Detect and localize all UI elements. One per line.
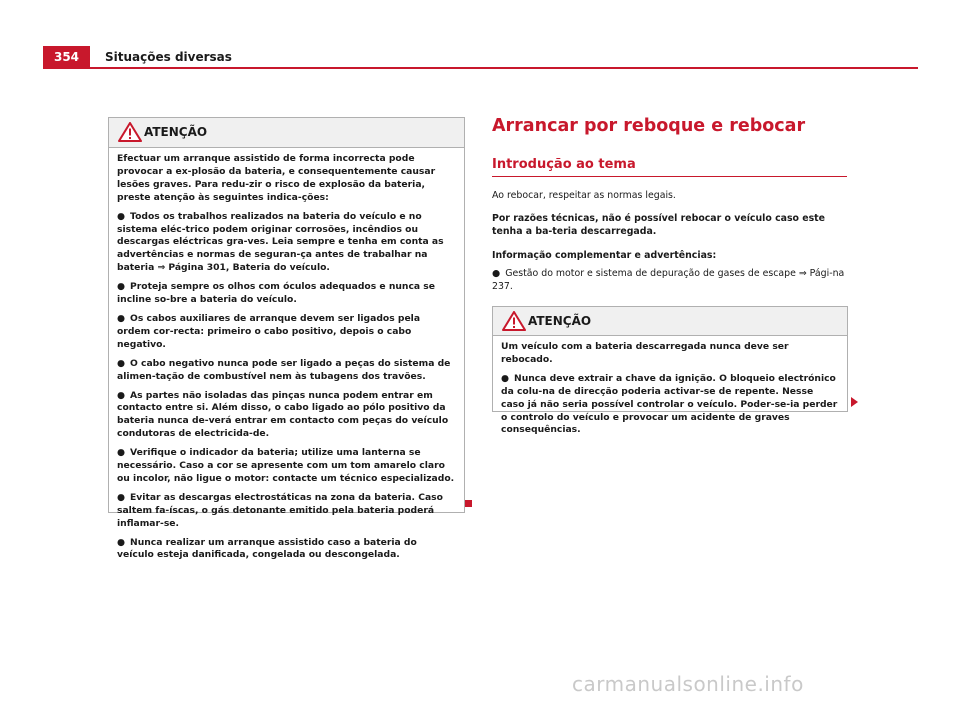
section-title: Arrancar por reboque e rebocar [492, 116, 806, 136]
left-warning-item: ● Evitar as descargas electrostáticas na zona da bateria. Caso saltem fa-íscas, o gás detonante emitido pela bateria poderá inflamar-se. [117, 491, 443, 529]
right-warning-intro: Um veículo com a bateria descarregada nunca deve ser rebocado. [501, 341, 789, 365]
end-square-icon [465, 500, 472, 507]
left-warning-item: ● Proteja sempre os olhos com óculos adequados e nunca se incline so-bre a bateria do veículo. [117, 281, 435, 306]
sub-title-rule [492, 176, 847, 177]
bullet-icon: ● [117, 491, 126, 503]
left-warning-item: ● Todos os trabalhos realizados na bateria do veículo e no sistema eléc-trico podem originar corrosões, incêndios ou descargas eléctricas gra-ves. Leia sempre e tenha em conta as advertências e normas de seguran-ça antes de trabalhar na bateria ⇒ Página 301, Bateria do veículo. [117, 210, 444, 274]
bullet-icon: ● [117, 312, 126, 324]
bullet-icon: ● [117, 281, 126, 293]
page-header-title: Situações diversas [105, 50, 232, 64]
left-warning-item: ● O cabo negativo nunca pode ser ligado a peças do sistema de alimen-tação de combustível nem às tubagens dos travões. [117, 357, 451, 382]
list-item [492, 267, 852, 293]
bullet-icon: ● [501, 372, 510, 384]
right-warning-heading: ATENÇÃO [528, 314, 592, 328]
header-rule [43, 67, 918, 69]
bullet-icon: ● [117, 389, 126, 401]
left-warning-header [109, 118, 464, 148]
bullet-icon: ● [117, 357, 126, 369]
right-warning-header [493, 307, 847, 336]
paragraph: Informação complementar e advertências: [492, 250, 717, 261]
right-warning-box [492, 306, 848, 436]
left-warning-body [109, 148, 464, 568]
paragraph: Por razões técnicas, não é possível rebocar o veículo caso este tenha a ba-teria descarregada. [492, 213, 826, 237]
sub-title: Introdução ao tema [492, 157, 636, 172]
right-warning-item: ● Nunca deve extrair a chave da ignição. O bloqueio electrónico da colu-na de direcção poderia activar-se de repente. Nesse caso já não seria possível controlar o veículo. Poder-se-ia perder o controlo do veículo e provocar um acidente de graves consequências. [501, 372, 838, 436]
left-warning-heading: ATENÇÃO [144, 125, 208, 139]
warning-triangle-icon [118, 122, 142, 145]
bullet-icon: ● [117, 536, 126, 548]
bullet-icon: ● [117, 447, 126, 459]
left-warning-intro: Efectuar um arranque assistido de forma incorrecta pode provocar a ex-plosão da bateria, e consequentemente causar lesões graves. Para redu-zir o risco de explosão da bateria, preste atenção às seguintes indica-ções: [117, 153, 436, 203]
page-number: 354 [43, 46, 90, 68]
bullet-icon: ● [492, 268, 501, 279]
left-warning-box [108, 117, 465, 561]
warning-triangle-icon [502, 311, 526, 334]
left-warning-item: ● Verifique o indicador da bateria; utilize uma lanterna se necessário. Caso a cor se apresente com um tom amarelo claro ou incolor, não ligue o motor: contacte um técnico especializado. [117, 447, 455, 484]
paragraph: Ao rebocar, respeitar as normas legais. [492, 190, 676, 201]
watermark: carmanualsonline.info [572, 672, 804, 696]
right-warning-body [493, 336, 847, 443]
continue-arrow-icon [851, 397, 858, 407]
left-warning-item: ● Nunca realizar um arranque assistido caso a bateria do veículo esteja danificada, congelada ou descongelada. [117, 536, 417, 561]
cross-reference-text: Gestão do motor e sistema de depuração de gases de escape ⇒ Pági-na 237. [492, 268, 845, 292]
left-warning-item: ● Os cabos auxiliares de arranque devem ser ligados pela ordem cor-recta: primeiro o cabo positivo, depois o cabo negativo. [117, 312, 421, 350]
bullet-icon: ● [117, 210, 126, 222]
left-warning-item: ● As partes não isoladas das pinças nunca podem entrar em contacto entre si. Além disso, o cabo ligado ao pólo positivo da bateria nunca de-verá entrar em contacto com peças do veículo condutoras de electricida-de. [117, 389, 449, 440]
